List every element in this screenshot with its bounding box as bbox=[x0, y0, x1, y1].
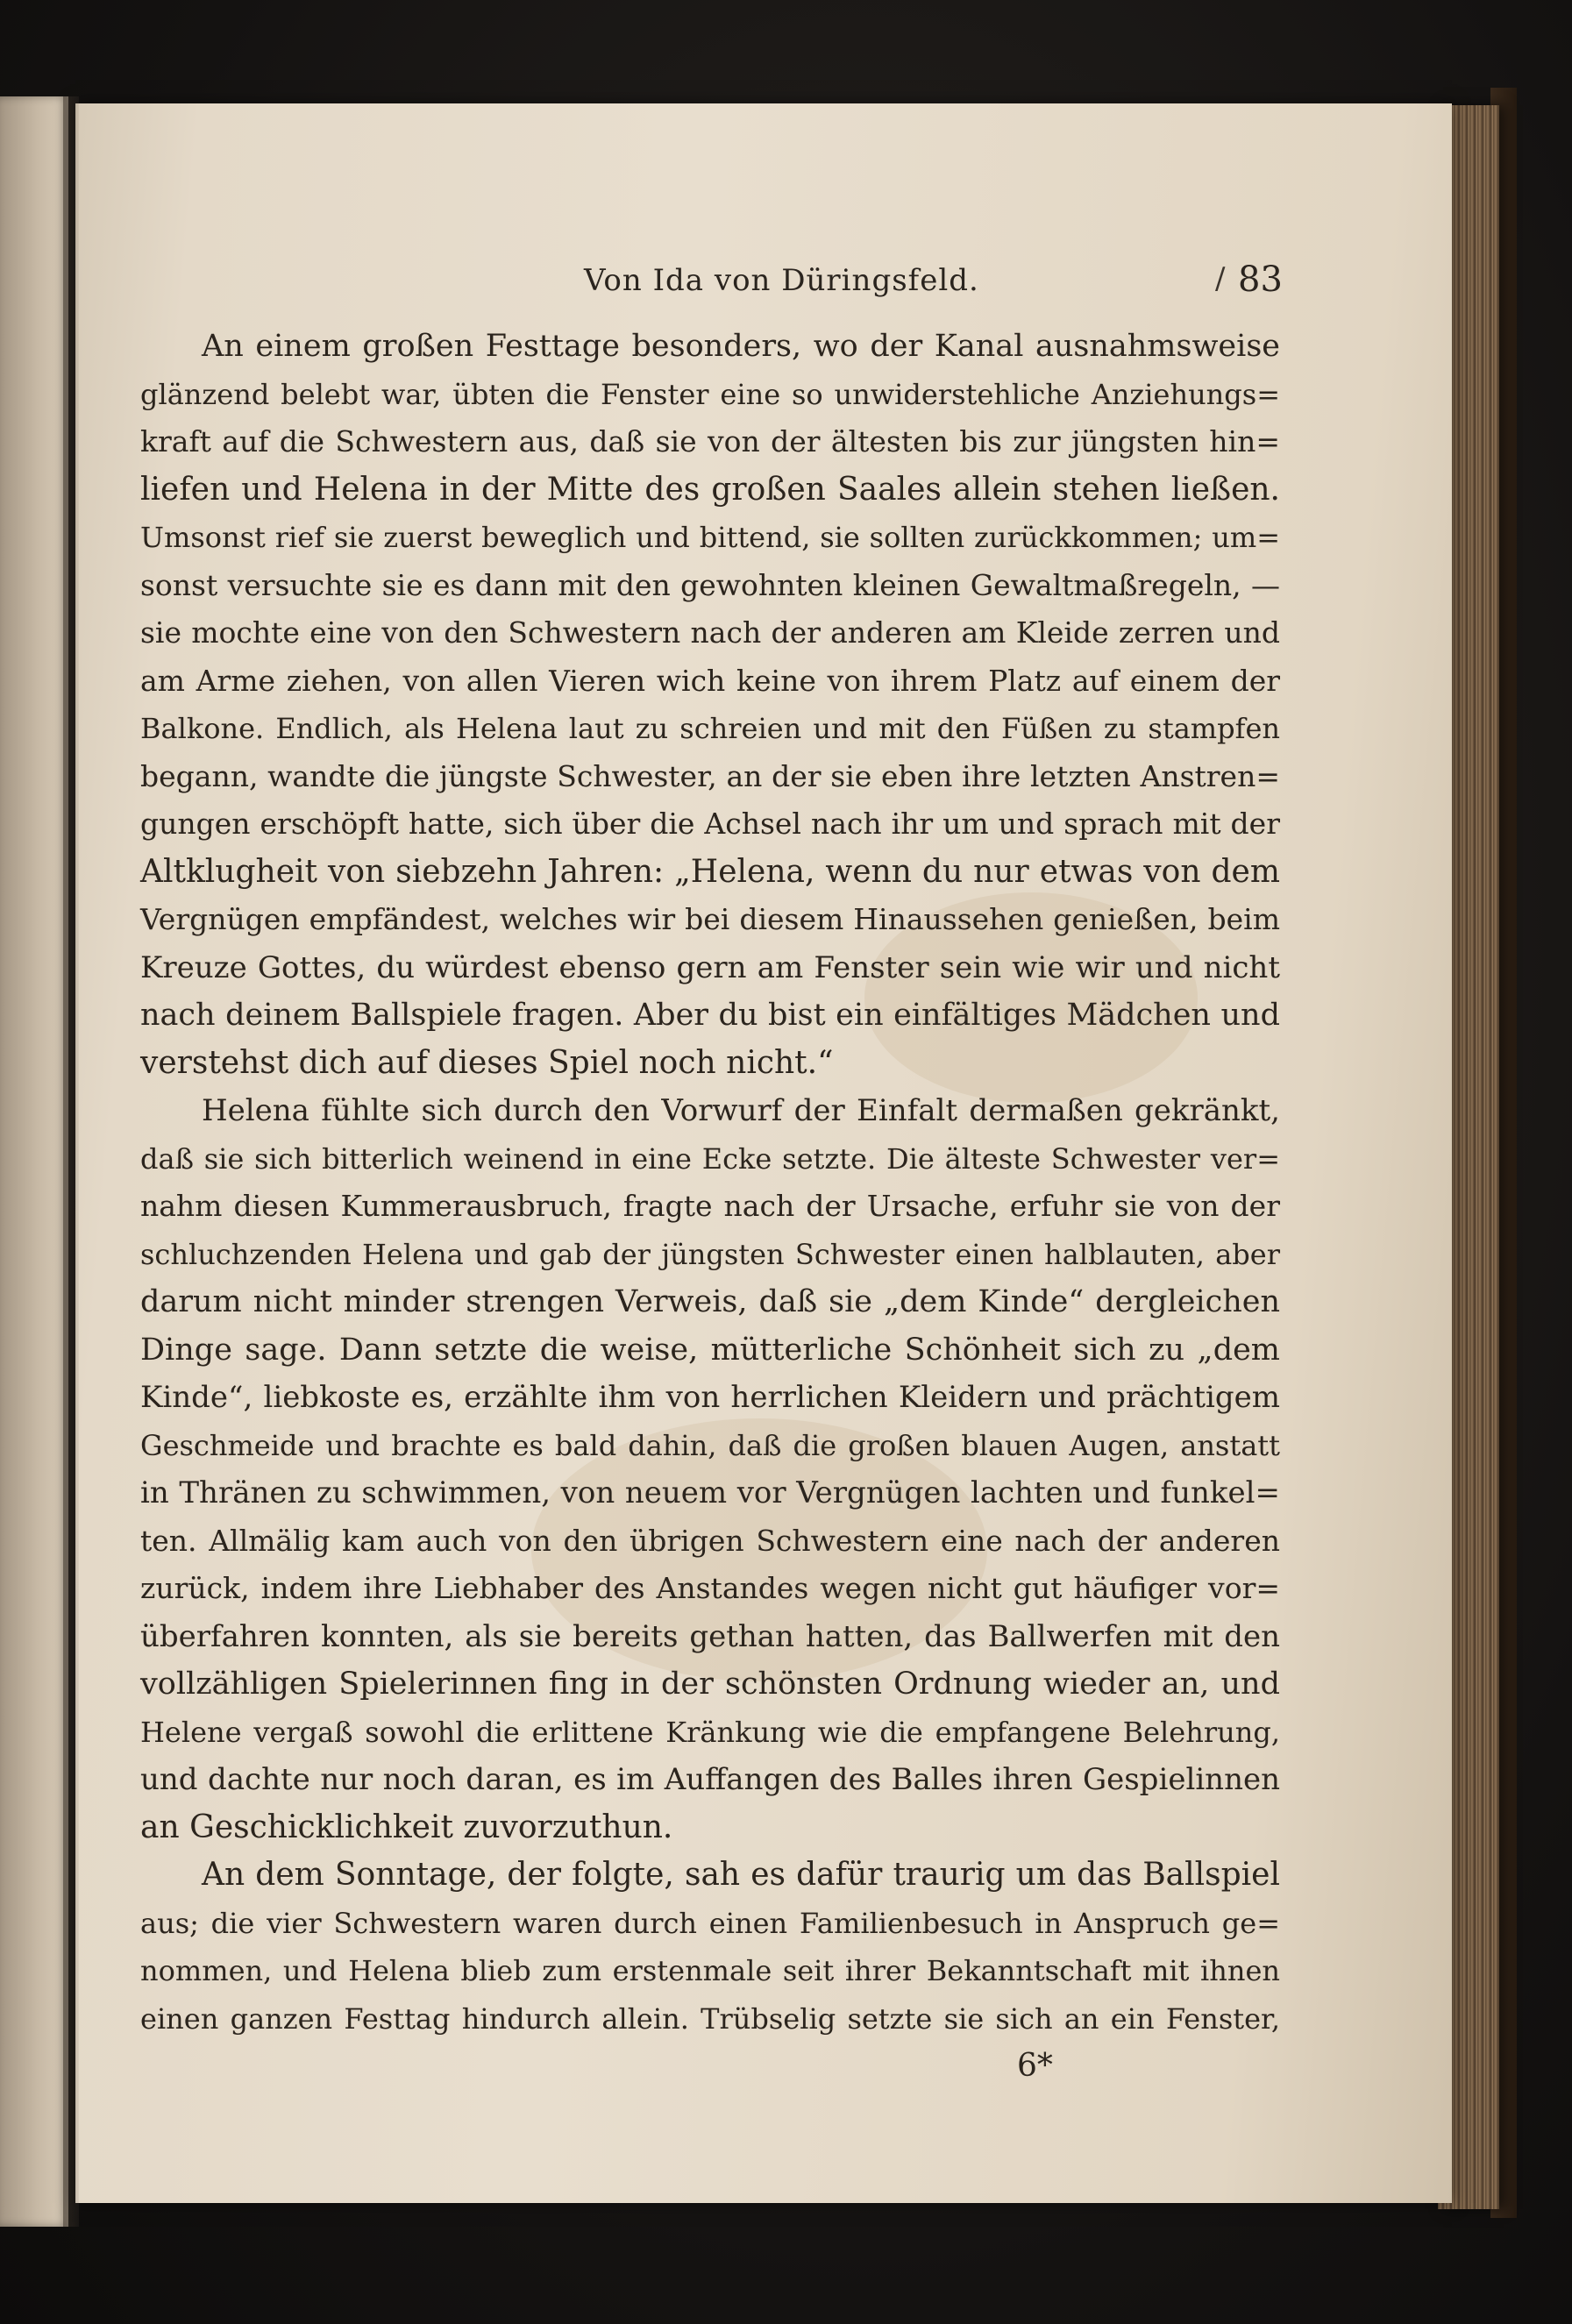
text-line: Vergnügen empfändest, welches wir bei diesem Hinaussehen genießen, beim bbox=[140, 902, 1280, 936]
text-line: Umsonst rief sie zuerst beweglich und bittend, sie sollten zurückkommen; um= bbox=[140, 521, 1280, 554]
text-line: An dem Sonntage, der folgte, sah es dafür traurig um das Ballspiel bbox=[202, 1857, 1280, 1893]
text-line: am Arme ziehen, von allen Vieren wich keine von ihrem Platz auf einem der bbox=[140, 663, 1280, 698]
text-line: einen ganzen Festtag hindurch allein. Trübselig setzte sie sich an ein Fenster, bbox=[140, 2001, 1280, 2036]
text-line: kraft auf die Schwestern aus, daß sie von der ältesten bis zur jüngsten hin= bbox=[140, 424, 1280, 458]
text-line: an Geschicklichkeit zuvorzuthun. bbox=[140, 1809, 673, 1845]
text-line: Dinge sage. Dann setzte die weise, mütterliche Schönheit sich zu „dem bbox=[140, 1332, 1280, 1368]
text-line: in Thränen zu schwimmen, von neuem vor Vergnügen lachten und funkel= bbox=[140, 1475, 1280, 1510]
text-line: gungen erschöpft hatte, sich über die Achsel nach ihr um und sprach mit der bbox=[140, 807, 1280, 841]
text-line: Kinde“, liebkoste es, erzählte ihm von herrlichen Kleidern und prächtigem bbox=[140, 1380, 1280, 1415]
text-line: Balkone. Endlich, als Helena laut zu schreien und mit den Füßen zu stampfen bbox=[140, 712, 1280, 745]
text-line: schluchzenden Helena und gab der jüngsten Schwester einen halblauten, aber bbox=[140, 1237, 1280, 1271]
text-line: verstehst dich auf dieses Spiel noch nicht.“ bbox=[140, 1044, 834, 1081]
text-line: liefen und Helena in der Mitte des großen Saales allein stehen ließen. bbox=[140, 471, 1280, 508]
text-line: daß sie sich bitterlich weinend in eine Ecke setzte. Die älteste Schwester ver= bbox=[140, 1141, 1280, 1176]
text-line: aus; die vier Schwestern waren durch einen Familienbesuch in Anspruch ge= bbox=[140, 1906, 1280, 1940]
page-mark: / bbox=[1215, 261, 1226, 296]
spine-gutter bbox=[63, 96, 79, 2227]
text-line: ten. Allmälig kam auch von den übrigen Schwestern eine nach der anderen bbox=[140, 1523, 1280, 1558]
text-line: nahm diesen Kummerausbruch, fragte nach der Ursache, erfuhr sie von der bbox=[140, 1189, 1280, 1223]
page-number: 83 bbox=[1238, 259, 1283, 300]
text-line: nach deinem Ballspiele fragen. Aber du bist ein einfältiges Mädchen und bbox=[140, 998, 1280, 1033]
facing-page-edge bbox=[0, 96, 68, 2227]
text-line: An einem großen Festtage besonders, wo der Kanal ausnahmsweise bbox=[202, 329, 1280, 364]
text-line: und dachte nur noch daran, es im Auffangen des Balles ihren Gespielinnen bbox=[140, 1762, 1280, 1797]
text-line: Helene vergaß sowohl die erlittene Kränkung wie die empfangene Belehrung, bbox=[140, 1715, 1280, 1749]
signature-mark: 6* bbox=[1017, 2048, 1053, 2084]
text-line: Helena fühlte sich durch den Vorwurf der Einfalt dermaßen gekränkt, bbox=[202, 1093, 1280, 1128]
text-line: begann, wandte die jüngste Schwester, an der sie eben ihre letzten Anstren= bbox=[140, 758, 1280, 793]
text-line: nommen, und Helena blieb zum erstenmale seit ihrer Bekanntschaft mit ihnen bbox=[140, 1954, 1280, 1987]
text-line: sie mochte eine von den Schwestern nach der anderen am Kleide zerren und bbox=[140, 615, 1280, 650]
running-head: Von Ida von Düringsfeld. bbox=[584, 263, 979, 298]
text-line: Geschmeide und brachte es bald dahin, daß die großen blauen Augen, anstatt bbox=[140, 1428, 1280, 1462]
text-line: Kreuze Gottes, du würdest ebenso gern am Fenster sein wie wir und nicht bbox=[140, 949, 1280, 985]
text-line: darum nicht minder strengen Verweis, daß sie „dem Kinde“ dergleichen bbox=[140, 1284, 1280, 1319]
text-line: zurück, indem ihre Liebhaber des Anstandes wegen nicht gut häufiger vor= bbox=[140, 1571, 1280, 1605]
text-line: Altklugheit von siebzehn Jahren: „Helena, wenn du nur etwas von dem bbox=[140, 853, 1280, 890]
text-line: glänzend belebt war, übten die Fenster eine so unwiderstehliche Anziehungs= bbox=[140, 377, 1280, 411]
text-line: sonst versuchte sie es dann mit den gewohnten kleinen Gewaltmaßregeln, — bbox=[140, 567, 1280, 602]
body-text bbox=[140, 323, 1280, 2043]
text-line: vollzähligen Spielerinnen fing in der schönsten Ordnung wieder an, und bbox=[140, 1667, 1280, 1702]
text-line: überfahren konnten, als sie bereits gethan hatten, das Ballwerfen mit den bbox=[140, 1618, 1280, 1654]
